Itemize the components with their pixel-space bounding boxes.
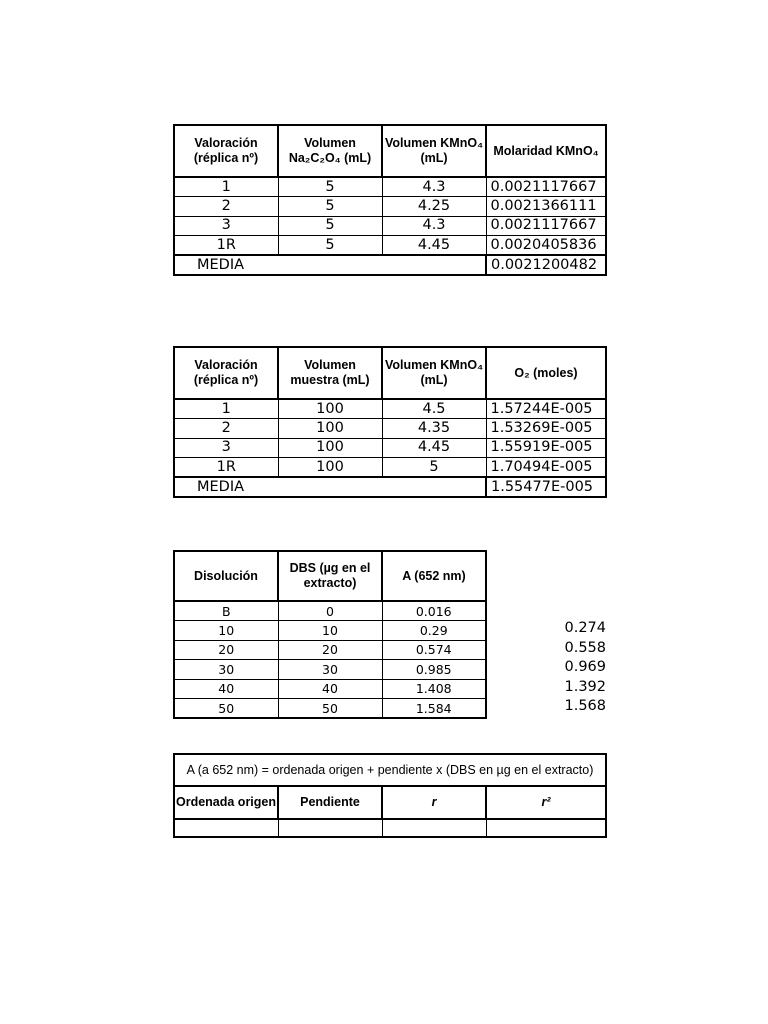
table-row <box>174 458 606 478</box>
cell: 1.55919E-005 <box>486 438 606 458</box>
cell: 0 <box>278 601 382 621</box>
table-row <box>174 438 606 458</box>
table-row <box>174 419 606 439</box>
cell: 100 <box>278 419 382 439</box>
header-cell: O₂ (moles) <box>486 347 606 399</box>
cell: 4.3 <box>382 216 486 236</box>
header-cell: Valoración (réplica nº) <box>174 125 278 177</box>
cell: 1.57244E-005 <box>486 399 606 419</box>
cell: 100 <box>278 458 382 478</box>
table-row <box>174 660 486 680</box>
table-row <box>174 197 606 217</box>
cell: 40 <box>174 679 278 699</box>
cell: 1R <box>174 458 278 478</box>
table-row <box>174 601 486 621</box>
header-cell: Volumen Na₂C₂O₄ (mL) <box>278 125 382 177</box>
table-row <box>174 819 606 837</box>
regression-table <box>173 753 607 838</box>
header-cell: Valoración (réplica nº) <box>174 347 278 399</box>
media-label: MEDIA <box>174 255 486 275</box>
cell: 1 <box>174 177 278 197</box>
cell: 0.0021366111 <box>486 197 606 217</box>
table-row <box>174 640 486 660</box>
header-cell: r <box>382 786 486 819</box>
cell: 10 <box>174 621 278 641</box>
cell: 4.45 <box>382 236 486 256</box>
table-header-row <box>174 347 606 399</box>
cell: 4.3 <box>382 177 486 197</box>
table-row <box>174 236 606 256</box>
cell: 0.0020405836 <box>486 236 606 256</box>
cell: B <box>174 601 278 621</box>
cell: 50 <box>278 699 382 719</box>
regression-caption: A (a 652 nm) = ordenada origen + pendiente x (DBS en µg en el extracto) <box>174 754 606 786</box>
cell: 50 <box>174 699 278 719</box>
table-row <box>174 399 606 419</box>
cell: 0.016 <box>382 601 486 621</box>
cell: 1.53269E-005 <box>486 419 606 439</box>
table-header-row <box>174 551 486 601</box>
cell: 5 <box>278 236 382 256</box>
cell: 4.45 <box>382 438 486 458</box>
cell: 3 <box>174 216 278 236</box>
calibration-table <box>173 550 487 719</box>
media-value: 1.55477E-005 <box>486 477 606 497</box>
cell: 1.70494E-005 <box>486 458 606 478</box>
cell: 5 <box>278 216 382 236</box>
table-row <box>174 699 486 719</box>
cell: 4.35 <box>382 419 486 439</box>
cell: 2 <box>174 197 278 217</box>
table-row <box>174 621 486 641</box>
cell: 3 <box>174 438 278 458</box>
cell: 100 <box>278 399 382 419</box>
header-cell: Volumen KMnO₄ (mL) <box>382 125 486 177</box>
media-row <box>174 477 606 497</box>
cell: 5 <box>278 177 382 197</box>
caption-row <box>174 754 606 786</box>
molarity-table <box>173 124 607 276</box>
cell: 4.25 <box>382 197 486 217</box>
side-value: 0.274 <box>564 620 606 636</box>
side-value: 1.392 <box>564 678 606 695</box>
cell: 0.574 <box>382 640 486 660</box>
table-row <box>174 216 606 236</box>
cell: 1R <box>174 236 278 256</box>
table-row <box>174 679 486 699</box>
cell: 0.985 <box>382 660 486 680</box>
cell: 0.0021117667 <box>486 216 606 236</box>
header-cell: Volumen muestra (mL) <box>278 347 382 399</box>
side-value: 0.558 <box>564 639 606 656</box>
side-value: 0.969 <box>564 659 606 675</box>
header-cell: Ordenada origen <box>174 786 278 819</box>
side-value: 1.568 <box>564 698 606 714</box>
cell: 1.584 <box>382 699 486 719</box>
ordenada-origen-value <box>174 819 278 837</box>
header-cell: Molaridad KMnO₄ <box>486 125 606 177</box>
cell: 5 <box>382 458 486 478</box>
cell: 2 <box>174 419 278 439</box>
header-cell: DBS (µg en el extracto) <box>278 551 382 601</box>
cell: 30 <box>174 660 278 680</box>
header-cell: Disolución <box>174 551 278 601</box>
cell: 5 <box>278 197 382 217</box>
header-cell: Volumen KMnO₄ (mL) <box>382 347 486 399</box>
pendiente-value <box>278 819 382 837</box>
cell: 20 <box>174 640 278 660</box>
cell: 0.29 <box>382 621 486 641</box>
r2-value <box>486 819 606 837</box>
table-header-row <box>174 125 606 177</box>
cell: 40 <box>278 679 382 699</box>
header-cell: r² <box>486 786 606 819</box>
table-header-row <box>174 786 606 819</box>
header-cell: A (652 nm) <box>382 551 486 601</box>
media-value: 0.0021200482 <box>486 255 606 275</box>
media-row <box>174 255 606 275</box>
table-row <box>174 177 606 197</box>
cell: 100 <box>278 438 382 458</box>
r-value <box>382 819 486 837</box>
cell: 30 <box>278 660 382 680</box>
cell: 1 <box>174 399 278 419</box>
cell: 1.408 <box>382 679 486 699</box>
cell: 20 <box>278 640 382 660</box>
cell: 0.0021117667 <box>486 177 606 197</box>
oxygen-moles-table <box>173 346 607 498</box>
media-label: MEDIA <box>174 477 486 497</box>
cell: 4.5 <box>382 399 486 419</box>
cell: 10 <box>278 621 382 641</box>
header-cell: Pendiente <box>278 786 382 819</box>
